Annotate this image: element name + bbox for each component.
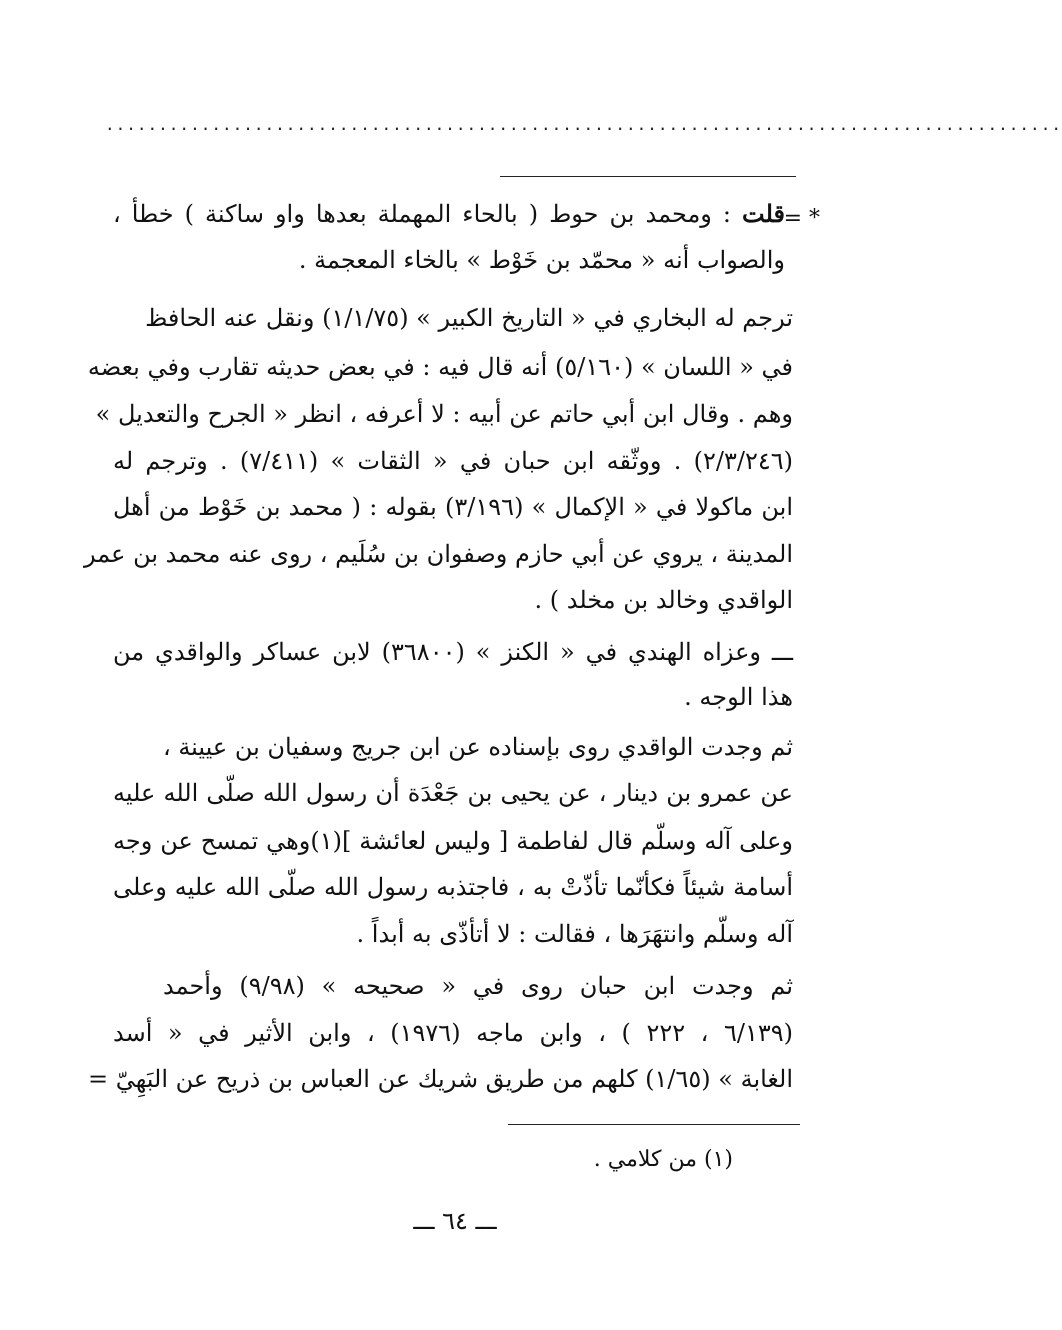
line-text: ـــ وعزاه الهندي في « الكنز » (٣٦٨٠٠) لابن عساكر والواقدي من	[113, 638, 794, 666]
dotted-separator: ..........................................................................................	[105, 115, 1062, 134]
line-text: : ومحمد بن حوط ( بالحاء المهملة بعدها واو ساكنة ) خطأ ،	[113, 200, 743, 228]
bold-lead-word: قلت	[742, 199, 785, 228]
text-line	[113, 444, 793, 478]
line-text: ثم وجدت ابن حبان روى في « صحيحه » (٩/٩٨) وأحمد	[163, 972, 793, 1000]
line-text: ابن ماكولا في « الإكمال » (٣/١٩٦) بقوله : ( محمد بن خَوْط من أهل	[113, 493, 793, 521]
line-text: المدينة ، يروي عن أبي حازم وصفوان بن سُلَيم ، روى عنه محمد بن عمر	[84, 540, 793, 568]
line-text: هذا الوجه .	[684, 683, 793, 711]
text-line	[113, 680, 793, 714]
text-line	[113, 1016, 793, 1050]
text-line	[113, 776, 793, 810]
line-text: (٢/٣/٢٤٦) . ووثّقه ابن حبان في « الثقات » (٧/٤١١) . وترجم له	[113, 447, 793, 475]
line-text: أسامة شيئاً فكأنّما تأذّتْ به ، فاجتذبه رسول الله صلّى الله عليه وعلى	[113, 873, 793, 901]
text-line	[113, 583, 793, 617]
footnote: (١) من كلامي .	[593, 1147, 733, 1172]
text-line	[163, 969, 793, 1003]
line-text: الغابة » (١/٦٥) كلهم من طريق شريك عن العباس بن ذريح عن البَهِيّ =	[88, 1065, 793, 1093]
text-line	[113, 870, 793, 904]
line-text: عن عمرو بن دينار ، عن يحيى بن جَعْدَة أن رسول الله صلّى الله عليه	[113, 779, 793, 807]
line-text: والصواب أنه « محمّد بن خَوْط » بالخاء المعجمة .	[298, 246, 785, 274]
text-line	[113, 490, 793, 524]
entry-marker: = *	[783, 206, 820, 231]
text-line	[88, 1062, 793, 1096]
line-text: آله وسلّم وانتهَرَها ، فقالت : لا أتأذّى به أبداً .	[356, 920, 793, 948]
line-text: ثم وجدت الواقدي روى بإسناده عن ابن جريج وسفيان بن عيينة ،	[162, 733, 793, 761]
line-text: ترجم له البخاري في « التاريخ الكبير » (١/١/٧٥) ونقل عنه الحافظ	[145, 304, 793, 332]
line-text: وهم . وقال ابن أبي حاتم عن أبيه : لا أعرفه ، انظر « الجرح والتعديل »	[95, 400, 793, 428]
footnote-rule	[508, 1124, 800, 1125]
line-text: الواقدي وخالد بن مخلد ) .	[534, 586, 793, 614]
line-text: في « اللسان » (٥/١٦٠) أنه قال فيه : في بعض حديثه تقارب وفي بعضه	[87, 353, 793, 381]
text-line	[95, 397, 793, 431]
page-number: ـــ ٦٤ ـــ	[413, 1207, 497, 1235]
text-line	[163, 730, 793, 764]
text-line	[113, 243, 785, 277]
text-line	[145, 301, 793, 335]
line-text: (٦/١٣٩ ، ٢٢٢ ) ، وابن ماجه (١٩٧٦) ، وابن الأثير في « أسد	[113, 1019, 793, 1047]
text-line	[84, 537, 793, 571]
line-text: وعلى آله وسلّم قال لفاطمة [ وليس لعائشة ](١)وهي تمسح عن وجه	[113, 827, 793, 855]
text-line	[113, 197, 785, 231]
text-line	[87, 350, 793, 384]
top-rule	[500, 176, 796, 177]
text-line	[113, 824, 793, 858]
text-line	[113, 917, 793, 951]
text-line	[113, 635, 793, 669]
